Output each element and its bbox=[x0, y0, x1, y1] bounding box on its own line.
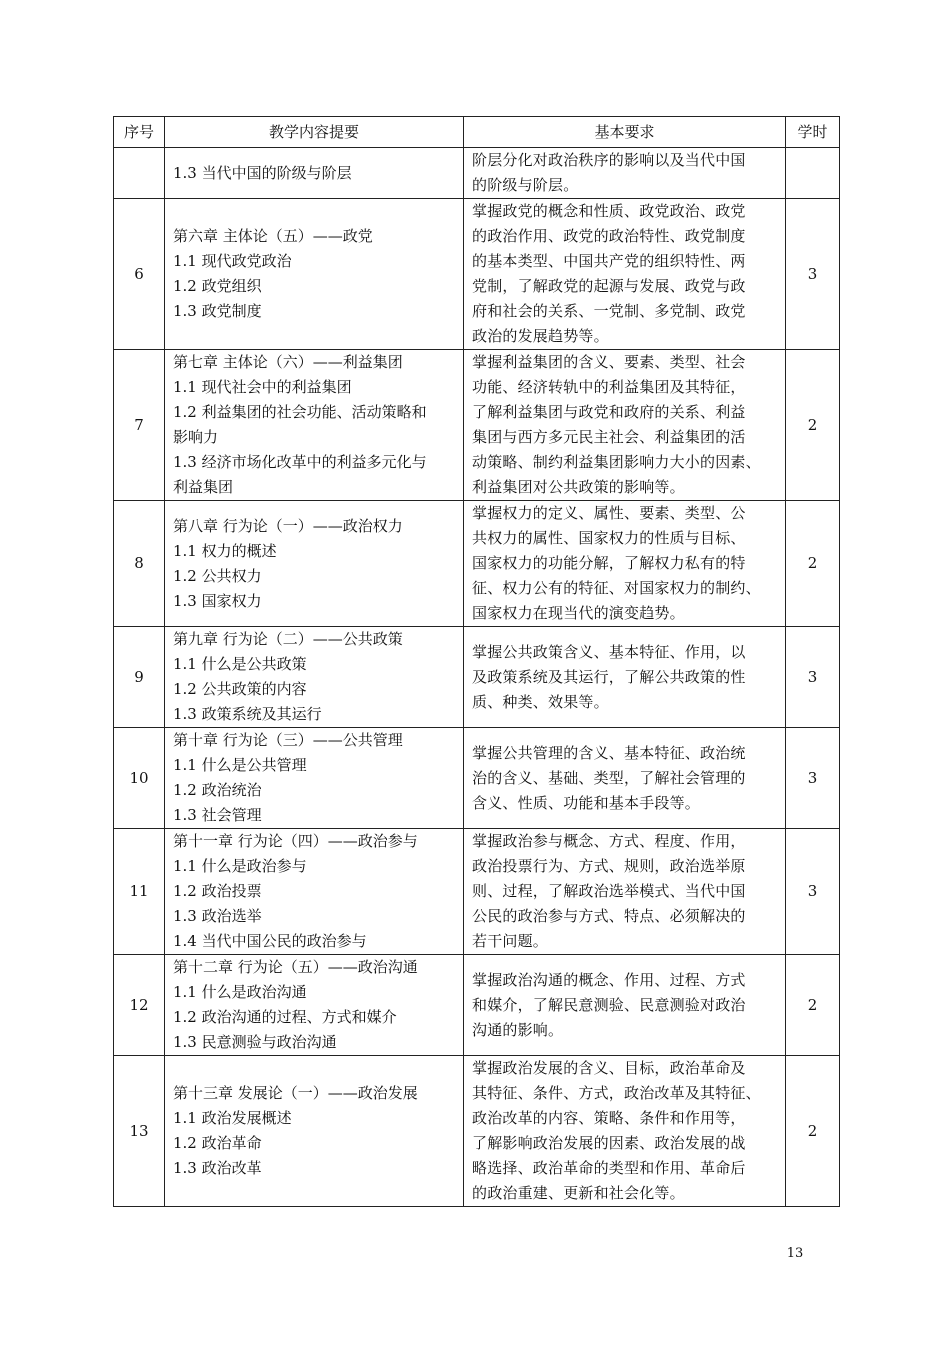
requirement-line: 府和社会的关系、一党制、多党制、政党 bbox=[472, 302, 746, 320]
content-line: 1.3 政治改革 bbox=[173, 1159, 262, 1177]
hours-cell: 2 bbox=[786, 501, 840, 627]
requirement-line: 功能、经济转轨中的利益集团及其特征， bbox=[472, 378, 746, 396]
requirement-line: 治的含义、基础、类型，了解社会管理的 bbox=[472, 768, 746, 787]
content-line: 1.2 政治革命 bbox=[173, 1134, 262, 1152]
requirement-line: 政治改革的内容、策略、条件和作用等， bbox=[472, 1109, 746, 1127]
content-line: 第七章 主体论（六）——利益集团 bbox=[173, 353, 403, 371]
requirement-line: 的基本类型、中国共产党的组织特性、两 bbox=[472, 252, 746, 270]
content-line: 1.1 什么是政治参与 bbox=[173, 857, 307, 875]
requirement-line: 略选择、政治革命的类型和作用、革命后 bbox=[472, 1159, 746, 1177]
requirement-line: 掌握政治参与概念、方式、程度、作用， bbox=[472, 832, 746, 850]
header-requirement: 基本要求 bbox=[464, 117, 786, 148]
table-row bbox=[114, 627, 840, 728]
row-number: 8 bbox=[114, 501, 165, 627]
table-row bbox=[114, 199, 840, 350]
content-cell bbox=[165, 627, 464, 728]
requirement-line: 利益集团对公共政策的影响等。 bbox=[472, 478, 685, 496]
row-number: 12 bbox=[114, 955, 165, 1056]
requirement-line: 党制，了解政党的起源与发展、政党与政 bbox=[472, 277, 746, 295]
requirement-line: 掌握利益集团的含义、要素、类型、社会 bbox=[472, 353, 746, 371]
content-line: 1.1 什么是公共管理 bbox=[173, 756, 307, 774]
content-line: 1.2 政治沟通的过程、方式和媒介 bbox=[173, 1008, 397, 1026]
content-line: 1.3 当代中国的阶级与阶层 bbox=[173, 163, 352, 182]
content-line: 利益集团 bbox=[173, 478, 234, 496]
content-line: 1.4 当代中国公民的政治参与 bbox=[173, 932, 367, 950]
content-line: 1.3 国家权力 bbox=[173, 591, 262, 610]
row-number: 9 bbox=[114, 627, 165, 728]
content-line: 第十章 行为论（三）——公共管理 bbox=[173, 731, 403, 749]
requirement-cell bbox=[464, 829, 786, 955]
requirement-line: 国家权力在现当代的演变趋势。 bbox=[472, 604, 685, 622]
hours-cell: 3 bbox=[786, 728, 840, 829]
requirement-line: 动策略、制约利益集团影响力大小的因素、 bbox=[472, 453, 761, 471]
page-number: 13 bbox=[786, 1246, 804, 1261]
content-cell bbox=[165, 199, 464, 350]
requirement-line: 掌握公共政策含义、基本特征、作用，以 bbox=[472, 642, 746, 661]
header-hours: 学时 bbox=[786, 117, 840, 148]
requirement-line: 集团与西方多元民主社会、利益集团的活 bbox=[472, 428, 746, 446]
requirement-cell bbox=[464, 728, 786, 829]
requirement-line: 阶层分化对政治秩序的影响以及当代中国 bbox=[472, 151, 746, 169]
table-row bbox=[114, 728, 840, 829]
requirement-line: 的政治作用、政党的政治特性、政党制度 bbox=[472, 227, 746, 245]
table-row bbox=[114, 501, 840, 627]
requirement-line: 和媒介，了解民意测验、民意测验对政治 bbox=[472, 995, 746, 1014]
hours-cell: 3 bbox=[786, 829, 840, 955]
table-row bbox=[114, 829, 840, 955]
requirement-cell bbox=[464, 955, 786, 1056]
requirement-line: 了解影响政治发展的因素、政治发展的战 bbox=[472, 1134, 746, 1152]
content-line: 1.2 公共权力 bbox=[173, 566, 262, 585]
requirement-line: 掌握政治发展的含义、目标，政治革命及 bbox=[472, 1059, 746, 1077]
hours-cell: 3 bbox=[786, 199, 840, 350]
requirement-line: 的阶级与阶层。 bbox=[472, 176, 579, 194]
content-cell bbox=[165, 829, 464, 955]
content-line: 1.3 经济市场化改革中的利益多元化与 bbox=[173, 453, 427, 471]
row-number: 6 bbox=[114, 199, 165, 350]
table-row bbox=[114, 148, 840, 199]
hours-cell: 3 bbox=[786, 627, 840, 728]
requirement-cell bbox=[464, 199, 786, 350]
content-line: 1.1 什么是政治沟通 bbox=[173, 983, 307, 1001]
content-line: 1.3 政策系统及其运行 bbox=[173, 705, 322, 723]
header-no: 序号 bbox=[114, 117, 165, 148]
requirement-line: 共权力的属性、国家权力的性质与目标、 bbox=[472, 529, 746, 547]
hours-cell: 2 bbox=[786, 1056, 840, 1207]
content-line: 1.2 政治统治 bbox=[173, 781, 262, 799]
content-cell bbox=[165, 728, 464, 829]
requirement-cell bbox=[464, 627, 786, 728]
requirement-line: 了解利益集团与政党和政府的关系、利益 bbox=[472, 403, 746, 421]
content-line: 第十二章 行为论（五）——政治沟通 bbox=[173, 958, 418, 976]
requirement-line: 含义、性质、功能和基本手段等。 bbox=[472, 793, 701, 812]
hours-cell: 2 bbox=[786, 350, 840, 501]
content-cell bbox=[165, 350, 464, 501]
header-row bbox=[114, 117, 840, 148]
requirement-line: 的政治重建、更新和社会化等。 bbox=[472, 1184, 685, 1202]
content-line: 第九章 行为论（二）——公共政策 bbox=[173, 630, 403, 648]
requirement-line: 掌握政党的概念和性质、政党政治、政党 bbox=[472, 202, 746, 220]
requirement-line: 政治投票行为、方式、规则，政治选举原 bbox=[472, 857, 746, 875]
row-number: 11 bbox=[114, 829, 165, 955]
content-line: 第八章 行为论（一）——政治权力 bbox=[173, 516, 403, 535]
requirement-cell bbox=[464, 148, 786, 199]
content-cell bbox=[165, 501, 464, 627]
row-number: 7 bbox=[114, 350, 165, 501]
content-line: 1.3 政党制度 bbox=[173, 302, 262, 320]
requirement-cell bbox=[464, 501, 786, 627]
content-line: 1.3 社会管理 bbox=[173, 806, 262, 824]
requirement-line: 沟通的影响。 bbox=[472, 1020, 564, 1039]
requirement-cell bbox=[464, 350, 786, 501]
content-line: 第十一章 行为论（四）——政治参与 bbox=[173, 832, 418, 850]
hours-cell bbox=[786, 148, 840, 199]
requirement-line: 政治的发展趋势等。 bbox=[472, 327, 609, 345]
requirement-line: 公民的政治参与方式、特点、必须解决的 bbox=[472, 907, 746, 925]
content-line: 1.2 利益集团的社会功能、活动策略和 bbox=[173, 403, 427, 421]
content-cell bbox=[165, 148, 464, 199]
requirement-line: 掌握公共管理的含义、基本特征、政治统 bbox=[472, 743, 746, 762]
requirement-line: 若干问题。 bbox=[472, 932, 549, 950]
content-line: 第十三章 发展论（一）——政治发展 bbox=[173, 1084, 418, 1102]
content-line: 1.1 什么是公共政策 bbox=[173, 655, 307, 673]
content-line: 第六章 主体论（五）——政党 bbox=[173, 227, 373, 245]
table-row bbox=[114, 350, 840, 501]
syllabus-table bbox=[113, 116, 840, 1207]
header-content: 教学内容提要 bbox=[165, 117, 464, 148]
requirement-line: 质、种类、效果等。 bbox=[472, 692, 609, 711]
content-line: 1.2 公共政策的内容 bbox=[173, 680, 307, 698]
content-line: 1.2 政党组织 bbox=[173, 277, 262, 295]
row-number bbox=[114, 148, 165, 199]
row-number: 10 bbox=[114, 728, 165, 829]
content-line: 影响力 bbox=[173, 428, 219, 446]
requirement-line: 及政策系统及其运行，了解公共政策的性 bbox=[472, 667, 746, 686]
content-line: 1.2 政治投票 bbox=[173, 882, 262, 900]
content-line: 1.1 政治发展概述 bbox=[173, 1109, 292, 1127]
requirement-line: 其特征、条件、方式，政治改革及其特征、 bbox=[472, 1084, 761, 1102]
content-cell bbox=[165, 1056, 464, 1207]
requirement-line: 掌握政治沟通的概念、作用、过程、方式 bbox=[472, 970, 746, 989]
requirement-line: 国家权力的功能分解，了解权力私有的特 bbox=[472, 554, 746, 572]
content-line: 1.3 民意测验与政治沟通 bbox=[173, 1033, 337, 1051]
content-cell bbox=[165, 955, 464, 1056]
requirement-line: 征、权力公有的特征、对国家权力的制约、 bbox=[472, 579, 761, 597]
requirement-cell bbox=[464, 1056, 786, 1207]
requirement-line: 掌握权力的定义、属性、要素、类型、公 bbox=[472, 504, 746, 522]
table-row bbox=[114, 955, 840, 1056]
table-row bbox=[114, 1056, 840, 1207]
content-line: 1.1 权力的概述 bbox=[173, 541, 277, 560]
hours-cell: 2 bbox=[786, 955, 840, 1056]
requirement-line: 则、过程，了解政治选举模式、当代中国 bbox=[472, 882, 746, 900]
table-body bbox=[114, 148, 840, 1207]
content-line: 1.1 现代社会中的利益集团 bbox=[173, 378, 352, 396]
row-number: 13 bbox=[114, 1056, 165, 1207]
content-line: 1.3 政治选举 bbox=[173, 907, 262, 925]
content-line: 1.1 现代政党政治 bbox=[173, 252, 292, 270]
